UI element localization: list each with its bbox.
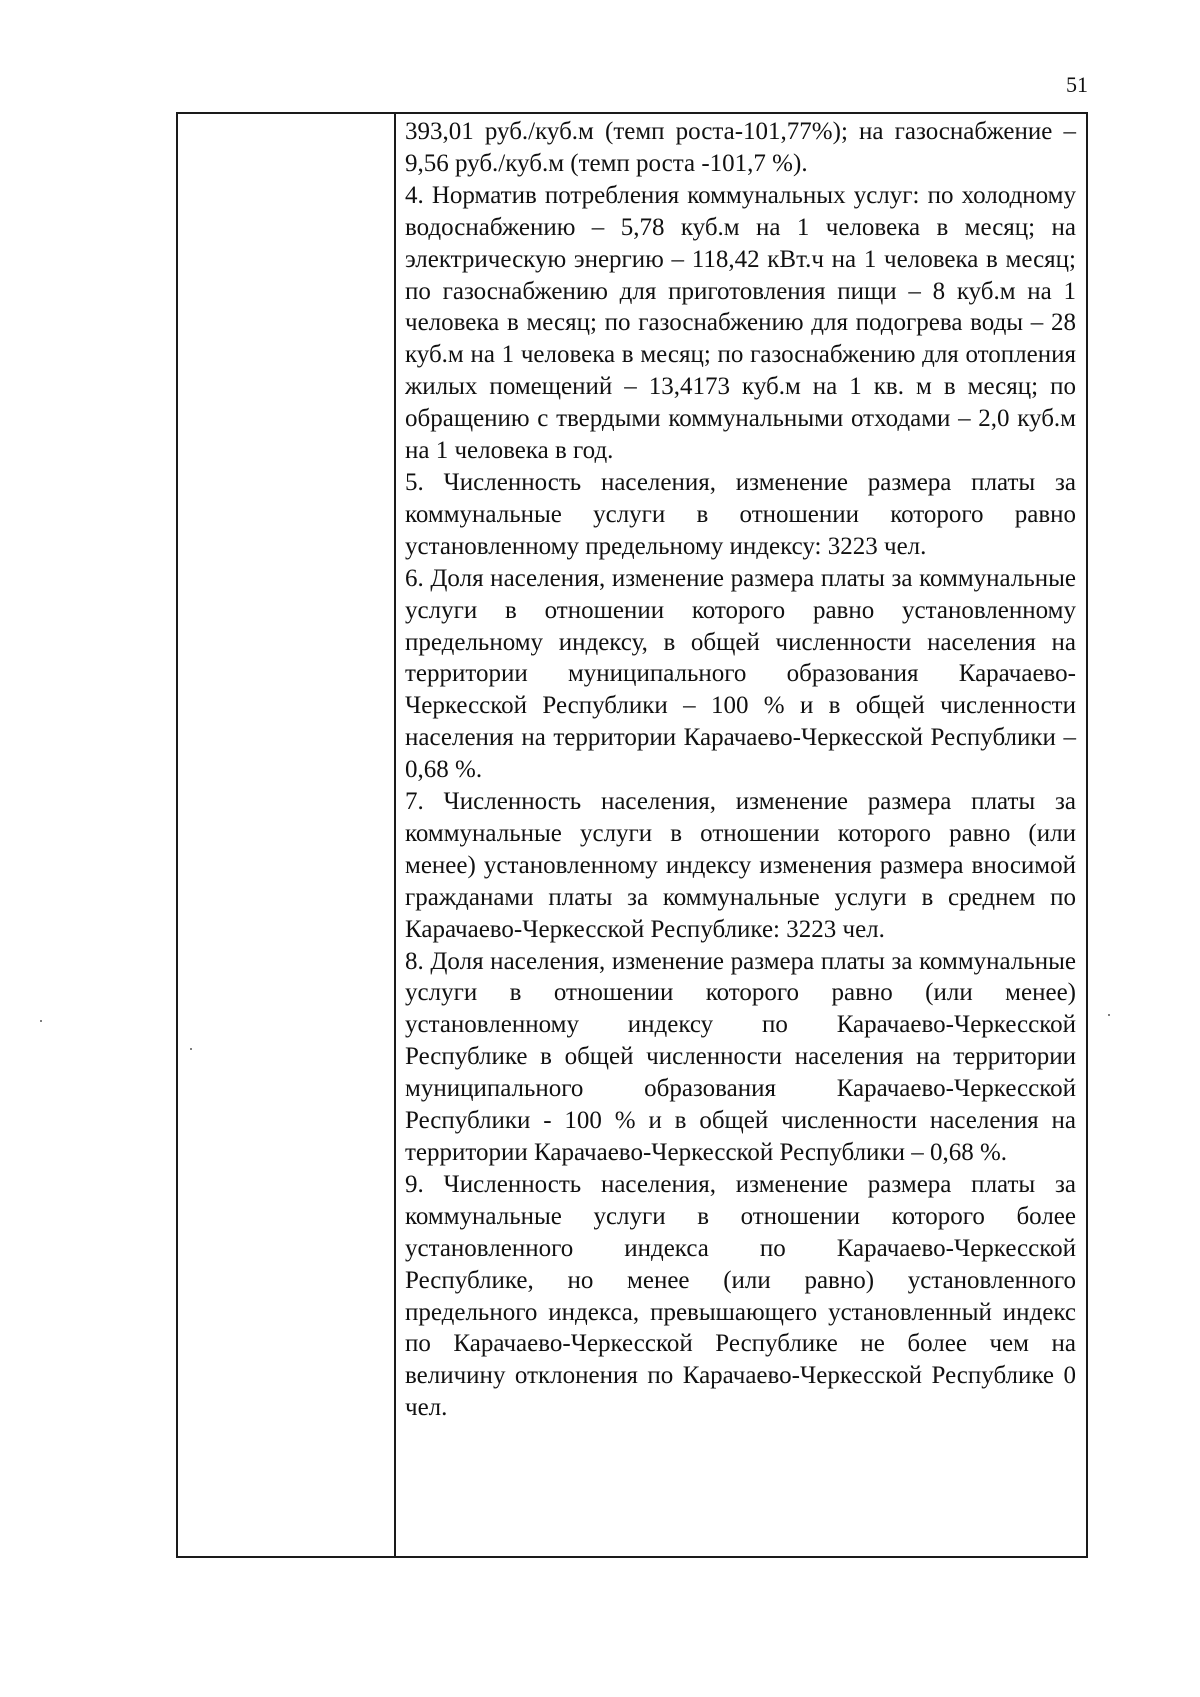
table-right-cell xyxy=(396,114,1086,1556)
scan-speck xyxy=(190,1048,192,1050)
scan-speck xyxy=(40,1020,42,1022)
document-table xyxy=(176,112,1088,1558)
paragraph-item-9: 9. Численность населения, изменение размера платы за коммунальные услуги в отношении которого более установленного индекса по Карачаево-Черкесской Республике, но менее (или равно) установленного предельного индекса, превышающего установленный индекс по Карачаево-Черкесской Республике не более чем на величину отклонения по Карачаево-Черкесской Республике 0 чел. xyxy=(405,1170,1076,1422)
paragraph-item-7: 7. Численность населения, изменение размера платы за коммунальные услуги в отношении которого равно (или менее) установленному индексу изменения размера вносимой гражданами платы за коммунальные услуги в среднем по Карачаево-Черкесской Республике: 3223 чел. xyxy=(405,788,1076,943)
paragraph-continuation: 393,01 руб./куб.м (темп роста-101,77%); на газоснабжение – 9,56 руб./куб.м (темп роста -101,7 %). xyxy=(405,118,1076,177)
scan-speck xyxy=(1108,1014,1110,1016)
paragraph-item-4: 4. Норматив потребления коммунальных услуг: по холодному водоснабжению – 5,78 куб.м на 1 человека в месяц; на электрическую энергию – 118,42 кВт.ч на 1 человека в месяц; по газоснабжению для приготовления пищи – 8 куб.м на 1 человека в месяц; по газоснабжению для подогрева воды – 28 куб.м на 1 человека в месяц; по газоснабжению для отопления жилых помещений – 13,4173 куб.м на 1 кв. м в месяц; по обращению с твердыми коммунальными отходами – 2,0 куб.м на 1 человека в год. xyxy=(405,181,1076,465)
paragraph-item-8: 8. Доля населения, изменение размера платы за коммунальные услуги в отношении которого равно (или менее) установленному индексу по Карачаево-Черкесской Республике в общей численности населения на территории муниципального образования Карачаево-Черкесской Республики - 100 % и в общей численности населения на территории Карачаево-Черкесской Республики – 0,68 %. xyxy=(405,947,1076,1166)
paragraph-item-5: 5. Численность населения, изменение размера платы за коммунальные услуги в отношении которого равно установленному предельному индексу: 3223 чел. xyxy=(405,468,1076,560)
table-left-cell xyxy=(178,114,396,1556)
paragraph-item-6: 6. Доля населения, изменение размера платы за коммунальные услуги в отношении которого равно установленному предельному индексу, в общей численности населения на территории муниципального образования Карачаево-Черкесской Республики – 100 % и в общей численности населения на территории Карачаево-Черкесской Республики – 0,68 %. xyxy=(405,564,1076,784)
page-number: 51 xyxy=(1066,72,1088,97)
